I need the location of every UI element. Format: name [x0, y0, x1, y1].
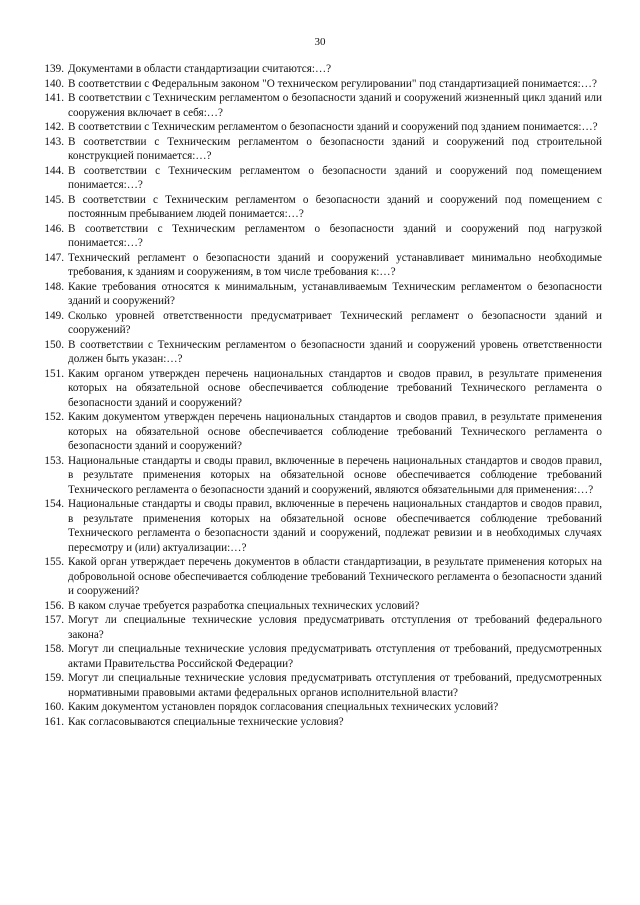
- question-number: 140.: [44, 77, 64, 90]
- question-item: [38, 410, 602, 454]
- question-item: [38, 497, 602, 555]
- question-item: [38, 599, 602, 614]
- question-number: 155.: [44, 556, 64, 568]
- question-item: [38, 367, 602, 411]
- question-text: Технический регламент о безопасности зданий и сооружений устанавливает минимально необходимые требования, к зданиям и сооружениям, в том числе требования к:…?: [68, 251, 602, 278]
- question-text: Национальные стандарты и своды правил, включенные в перечень национальных стандартов и сводов правил, в результате применения которых на обязательной основе обеспечивается соблюдение требований Технического регламента о безопасности зданий и сооружений, подлежат ревизии и в необходимых случаях пересмотру и (или) актуализации:…?: [68, 498, 602, 554]
- question-number: 147.: [44, 251, 64, 264]
- question-text: Какой орган утверждает перечень документов в области стандартизации, в результате применения которых на добровольной основе обеспечивается соблюдение требований Технического регламента о безопасности зданий и сооружений?: [68, 556, 602, 597]
- question-number: 156.: [44, 599, 64, 612]
- page-number: 30: [314, 36, 326, 48]
- question-item: [38, 77, 602, 92]
- question-item: [38, 164, 602, 193]
- question-item: [38, 671, 602, 700]
- question-text: Национальные стандарты и своды правил, включенные в перечень национальных стандартов и сводов правил, в результате применения которых на обязательной основе обеспечивается соблюдение требований Технического регламента о безопасности зданий и сооружений, являются обязательными для применения:…?: [68, 454, 602, 496]
- question-text: В соответствии с Федеральным законом "О техническом регулировании" под стандартизацией понимается:…?: [68, 77, 597, 90]
- question-item: [38, 715, 602, 730]
- question-item: [38, 135, 602, 164]
- question-text: В соответствии с Техническим регламентом о безопасности зданий и сооружений под помещением с постоянным пребыванием людей понимается:…?: [68, 193, 602, 220]
- question-text: В соответствии с Техническим регламентом о безопасности зданий и сооружений под зданием понимается:…?: [68, 121, 598, 133]
- question-text: В соответствии с Техническим регламентом о безопасности зданий и сооружений под помещением понимается:…?: [68, 164, 602, 191]
- question-text: Какие требования относятся к минимальным, устанавливаемым Техническим регламентом о безопасности зданий и сооружений?: [68, 280, 602, 307]
- question-text: Каким документом утвержден перечень национальных стандартов и сводов правил, в результате применения которых на обязательной основе обеспечивается соблюдение требований Технического регламента о безопасности зданий и сооружений?: [68, 411, 602, 452]
- question-item: [38, 454, 602, 498]
- question-text: Документами в области стандартизации считаются:…?: [68, 63, 332, 75]
- question-number: 139.: [44, 63, 64, 75]
- question-text: Каким документом установлен порядок согласования специальных технических условий?: [68, 701, 499, 713]
- question-number: 154.: [44, 498, 64, 510]
- question-number: 141.: [44, 92, 64, 104]
- question-text: Могут ли специальные технические условия предусматривать отступления от требований, предусмотренных нормативными правовыми актами федеральных органов исполнительной власти?: [68, 672, 602, 699]
- question-item: [38, 120, 602, 135]
- question-text: Могут ли специальные технические условия предусматривать отступления от требований, предусмотренных актами Правительства Российской Федерации?: [68, 643, 602, 670]
- question-number: 142.: [44, 121, 64, 133]
- question-item: [38, 309, 602, 338]
- question-number: 157.: [44, 614, 64, 626]
- question-number: 146.: [44, 222, 64, 235]
- question-text: Каким органом утвержден перечень национальных стандартов и сводов правил, в результате применения которых на обязательной основе обеспечивается соблюдение требований Технического регламента о безопасности зданий и сооружений?: [68, 367, 602, 409]
- question-number: 148.: [44, 280, 64, 293]
- question-text: Могут ли специальные технические условия предусматривать отступления от требований федерального закона?: [68, 614, 602, 641]
- question-number: 161.: [44, 715, 64, 728]
- question-number: 153.: [44, 454, 64, 467]
- question-number: 149.: [44, 309, 64, 322]
- question-text: Как согласовываются специальные технические условия?: [68, 715, 344, 728]
- question-item: [38, 222, 602, 251]
- question-text: Сколько уровней ответственности предусматривает Технический регламент о безопасности зданий и сооружений?: [68, 309, 602, 336]
- question-number: 151.: [44, 367, 64, 380]
- question-list: [38, 62, 602, 729]
- question-number: 145.: [44, 193, 64, 206]
- question-item: [38, 613, 602, 642]
- question-number: 159.: [44, 672, 64, 684]
- question-item: [38, 555, 602, 599]
- question-item: [38, 251, 602, 280]
- question-item: [38, 280, 602, 309]
- question-item: [38, 642, 602, 671]
- question-number: 150.: [44, 338, 64, 351]
- question-item: [38, 62, 602, 77]
- question-number: 160.: [44, 701, 64, 713]
- question-text: В соответствии с Техническим регламентом о безопасности зданий и сооружений под строительной конструкцией понимается:…?: [68, 135, 602, 162]
- question-item: [38, 91, 602, 120]
- question-text: В соответствии с Техническим регламентом о безопасности зданий и сооружений жизненный цикл зданий или сооружения включает в себя:…?: [68, 92, 602, 119]
- question-item: [38, 193, 602, 222]
- question-number: 152.: [44, 411, 64, 423]
- question-number: 143.: [44, 135, 64, 148]
- question-text: В каком случае требуется разработка специальных технических условий?: [68, 599, 420, 612]
- question-item: [38, 338, 602, 367]
- question-text: В соответствии с Техническим регламентом о безопасности зданий и сооружений уровень ответственности должен быть указан:…?: [68, 338, 602, 365]
- question-text: В соответствии с Техническим регламентом о безопасности зданий и сооружений под нагрузкой понимается:…?: [68, 222, 602, 249]
- question-number: 158.: [44, 643, 64, 655]
- question-number: 144.: [44, 164, 64, 177]
- question-item: [38, 700, 602, 715]
